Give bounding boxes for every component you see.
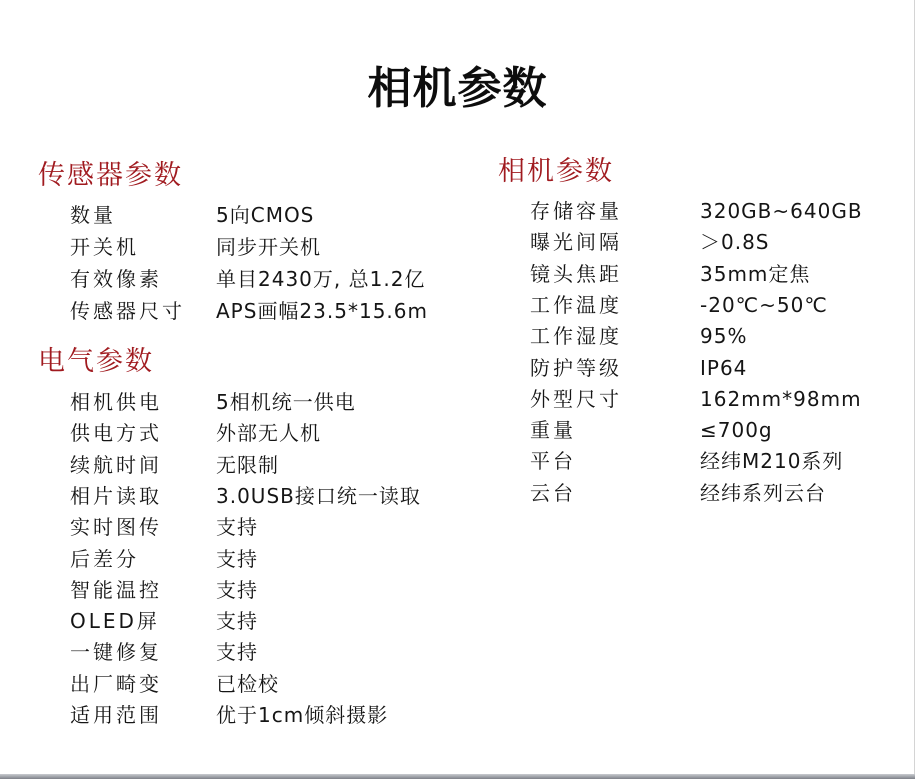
param-label: 有效像素 [70, 267, 162, 291]
param-label: 出厂畸变 [70, 671, 162, 696]
page-title: 相机参数 [367, 63, 548, 115]
electrical-params-heading: 电气参数 [38, 346, 154, 377]
param-label: 云台 [530, 480, 576, 505]
param-value: 支持 [216, 609, 258, 634]
param-label: 相片读取 [70, 483, 162, 508]
param-label: 曝光间隔 [530, 230, 622, 255]
param-value: 162mm*98mm [700, 386, 862, 411]
param-label: 供电方式 [70, 421, 162, 446]
param-label: 续航时间 [70, 452, 162, 477]
param-value: 无限制 [216, 452, 279, 477]
param-value: 经纬系列云台 [700, 480, 826, 505]
page-border-bottom [0, 774, 915, 779]
param-value: 35mm定焦 [700, 261, 811, 286]
param-value: 同步开关机 [216, 235, 321, 259]
param-value: 外部无人机 [216, 421, 321, 446]
param-label: 后差分 [70, 546, 139, 571]
param-label: 工作温度 [530, 292, 622, 317]
param-label: 开关机 [70, 235, 139, 259]
param-label: 数量 [70, 203, 116, 227]
param-label: 适用范围 [70, 703, 162, 727]
param-value: APS画幅23.5*15.6m [216, 299, 428, 323]
param-label: 外型尺寸 [530, 386, 622, 411]
param-value: 320GB~640GB [700, 199, 863, 223]
param-value: 支持 [216, 515, 258, 540]
param-label: 实时图传 [70, 515, 162, 540]
param-value: 5向CMOS [216, 203, 315, 227]
param-value: ＞0.8S [700, 230, 770, 255]
param-label: 传感器尺寸 [70, 299, 185, 323]
param-value: 支持 [216, 577, 258, 602]
param-value: 3.0USB接口统一读取 [216, 483, 421, 508]
param-label: 镜头焦距 [530, 261, 622, 286]
param-value: ≤700g [700, 418, 773, 443]
param-label: 一键修复 [70, 640, 162, 665]
param-label: 智能温控 [70, 577, 162, 602]
param-label: 平台 [530, 449, 576, 474]
param-value: 95% [700, 324, 748, 349]
param-label: OLED屏 [70, 609, 160, 634]
param-label: 防护等级 [530, 355, 622, 380]
param-value: 单目2430万, 总1.2亿 [216, 267, 426, 291]
param-label: 工作湿度 [530, 324, 622, 349]
param-value: 已检校 [216, 671, 279, 696]
param-value: 经纬M210系列 [700, 449, 844, 474]
camera-params-heading: 相机参数 [498, 156, 614, 187]
param-value: -20℃~50℃ [700, 292, 828, 317]
param-label: 重量 [530, 418, 576, 443]
param-label: 相机供电 [70, 390, 162, 414]
param-value: 优于1cm倾斜摄影 [216, 703, 389, 727]
sensor-params-heading: 传感器参数 [38, 160, 183, 191]
param-value: 支持 [216, 640, 258, 665]
param-value: IP64 [700, 355, 748, 380]
param-value: 5相机统一供电 [216, 390, 356, 414]
param-label: 存储容量 [530, 199, 622, 223]
param-value: 支持 [216, 546, 258, 571]
